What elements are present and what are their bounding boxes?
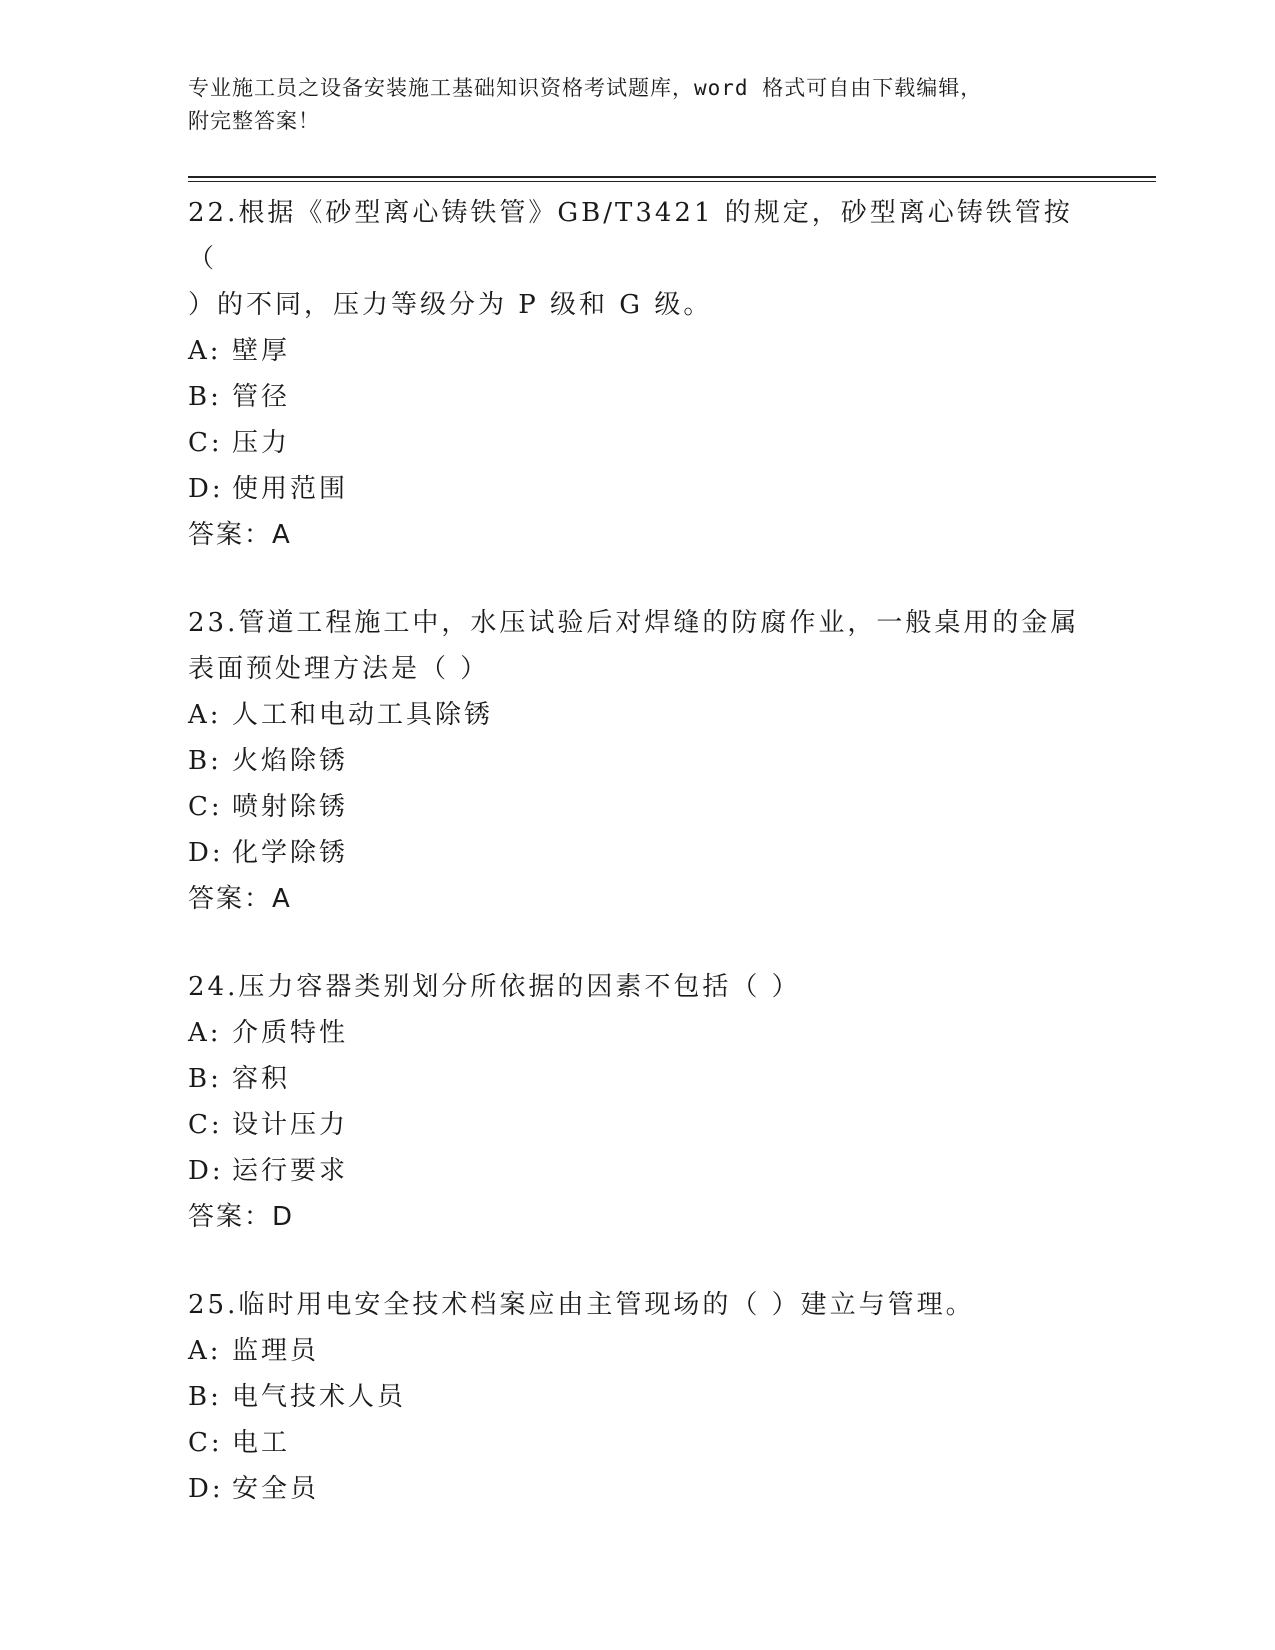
option-text: 容积	[232, 1064, 291, 1094]
option-text: 监理员	[232, 1336, 320, 1366]
option-key: D:	[188, 1474, 224, 1504]
option-text: 喷射除锈	[232, 792, 349, 822]
option-d	[188, 466, 1088, 512]
option-text: 电气技术人员	[232, 1382, 407, 1412]
option-c	[188, 1102, 1088, 1148]
question-stem-line-1: 23.管道工程施工中，水压试验后对焊缝的防腐作业，一般桌用的金属	[188, 608, 1080, 638]
option-key: C:	[188, 792, 223, 822]
question-list	[188, 190, 1088, 1512]
option-c	[188, 420, 1088, 466]
question-spacer	[188, 922, 1088, 964]
option-b	[188, 738, 1088, 784]
question-spacer	[188, 558, 1088, 600]
option-key: B:	[188, 382, 222, 412]
option-key: B:	[188, 1382, 222, 1412]
option-key: B:	[188, 746, 222, 776]
header-divider-thick	[188, 176, 1156, 178]
option-c	[188, 784, 1088, 830]
option-a	[188, 328, 1088, 374]
option-a	[188, 1328, 1088, 1374]
option-text: 使用范围	[232, 474, 349, 504]
document-header	[188, 72, 1088, 138]
option-key: B:	[188, 1064, 222, 1094]
option-text: 电工	[232, 1428, 291, 1458]
option-text: 设计压力	[232, 1110, 349, 1140]
answer-line: 答案：A	[188, 884, 292, 914]
option-text: 介质特性	[232, 1018, 349, 1048]
question-stem-line-1: 22.根据《砂型离心铸铁管》GB/T3421 的规定，砂型离心铸铁管按（	[188, 198, 1073, 274]
option-key: C:	[188, 1110, 223, 1140]
option-a	[188, 1010, 1088, 1056]
option-text: 运行要求	[232, 1156, 349, 1186]
question-24	[188, 964, 1088, 1240]
option-key: A:	[188, 700, 222, 730]
question-stem-line-2: 表面预处理方法是（ ）	[188, 654, 490, 684]
answer-line: 答案：A	[188, 520, 292, 550]
option-c	[188, 1420, 1088, 1466]
option-d	[188, 1148, 1088, 1194]
option-text: 化学除锈	[232, 838, 349, 868]
question-stem-line-2: ）的不同，压力等级分为 P 级和 G 级。	[188, 290, 713, 320]
option-key: A:	[188, 336, 222, 366]
option-a	[188, 692, 1088, 738]
question-22	[188, 190, 1088, 558]
option-key: D:	[188, 474, 224, 504]
option-d	[188, 830, 1088, 876]
option-text: 压力	[232, 428, 291, 458]
header-line-1: 专业施工员之设备安装施工基础知识资格考试题库，word 格式可自由下载编辑，	[188, 76, 983, 100]
question-spacer	[188, 1240, 1088, 1282]
header-line-2: 附完整答案！	[188, 109, 320, 133]
option-key: C:	[188, 1428, 223, 1458]
option-key: C:	[188, 428, 223, 458]
option-key: A:	[188, 1018, 222, 1048]
option-b	[188, 374, 1088, 420]
question-stem-line-1: 25.临时用电安全技术档案应由主管现场的（ ）建立与管理。	[188, 1290, 975, 1320]
option-b	[188, 1374, 1088, 1420]
question-stem-line-1: 24.压力容器类别划分所依据的因素不包括（ ）	[188, 972, 801, 1002]
question-23	[188, 600, 1088, 922]
question-25	[188, 1282, 1088, 1512]
option-b	[188, 1056, 1088, 1102]
header-divider-thin	[188, 181, 1156, 182]
option-text: 安全员	[232, 1474, 320, 1504]
option-text: 火焰除锈	[232, 746, 349, 776]
option-text: 管径	[232, 382, 291, 412]
option-key: A:	[188, 1336, 222, 1366]
option-key: D:	[188, 1156, 224, 1186]
option-d	[188, 1466, 1088, 1512]
answer-line: 答案：D	[188, 1202, 295, 1232]
option-key: D:	[188, 838, 224, 868]
option-text: 人工和电动工具除锈	[232, 700, 494, 730]
option-text: 壁厚	[232, 336, 291, 366]
